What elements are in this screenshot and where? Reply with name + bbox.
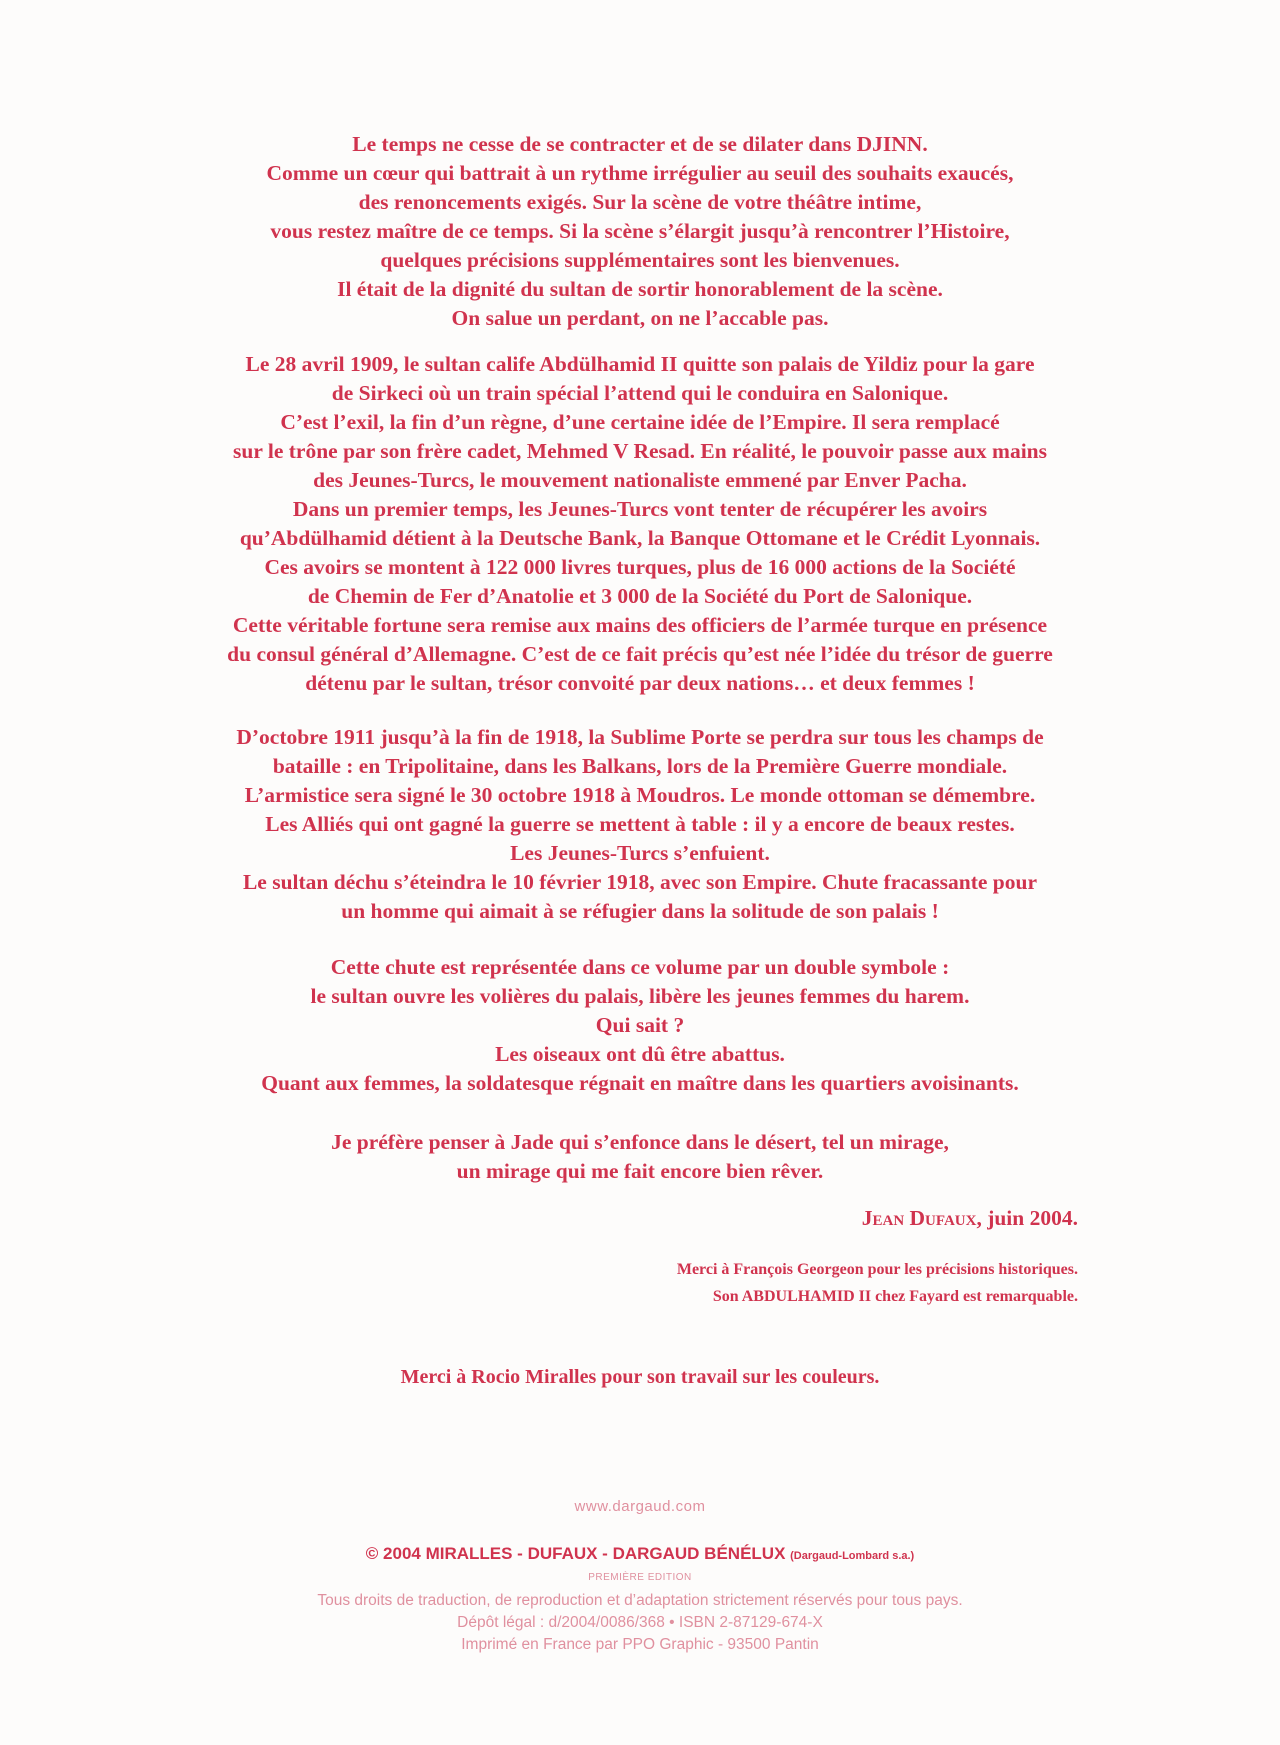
edition-label: PREMIÈRE EDITION — [588, 1572, 692, 1583]
text-line: Dépôt légal : d/2004/0086/368 • ISBN 2-87129-674-X — [457, 1614, 823, 1631]
publisher-website: www.dargaud.com — [574, 1498, 706, 1515]
text-line: Les oiseaux ont dû être abattus. — [495, 1042, 785, 1066]
author-signature — [862, 1206, 1078, 1231]
text-line: un mirage qui me fait encore bien rêver. — [456, 1159, 824, 1183]
war-paragraph — [150, 723, 1130, 926]
text-line: des Jeunes-Turcs, le mouvement nationaliste emmené par Enver Pacha. — [313, 468, 967, 492]
text-line: le sultan ouvre les volières du palais, libère les jeunes femmes du harem. — [310, 984, 970, 1008]
text-line: sur le trône par son frère cadet, Mehmed V Resad. En réalité, le pouvoir passe aux mains — [233, 439, 1047, 463]
text-line: du consul général d’Allemagne. C’est de ce fait précis qu’est née l’idée du trésor de guerre — [227, 642, 1053, 666]
text-line: Les Jeunes-Turcs s’enfuient. — [510, 841, 770, 865]
text-line: Le sultan déchu s’éteindra le 10 février 1918, avec son Empire. Chute fracassante pour — [242, 870, 1038, 894]
history-paragraph — [150, 350, 1130, 698]
text-line: Quant aux femmes, la soldatesque régnait en maître dans les quartiers avoisinants. — [261, 1071, 1019, 1095]
text-line: Dans un premier temps, les Jeunes-Turcs vont tenter de récupérer les avoirs — [292, 497, 988, 521]
text-line: Je préfère penser à Jade qui s’enfonce dans le désert, tel un mirage, — [331, 1130, 949, 1154]
text-line: des renoncements exigés. Sur la scène de votre théâtre intime, — [358, 190, 922, 214]
text-line: détenu par le sultan, trésor convoité par deux nations… et deux femmes ! — [305, 671, 975, 695]
text-line: de Chemin de Fer d’Anatolie et 3 000 de la Société du Port de Salonique. — [307, 584, 973, 608]
text-line: L’armistice sera signé le 30 octobre 1918 à Moudros. Le monde ottoman se démembre. — [244, 783, 1036, 807]
author-name: Jean Dufaux — [861, 1206, 977, 1230]
text-line: Imprimé en France par PPO Graphic - 93500 Pantin — [461, 1636, 819, 1653]
copyright-company: (Dargaud-Lombard s.a.) — [790, 1550, 915, 1562]
chute-paragraph — [150, 953, 1130, 1098]
text-line: qu’Abdülhamid détient à la Deutsche Bank, la Banque Ottomane et le Crédit Lyonnais. — [239, 526, 1041, 550]
acknowledgements — [677, 1256, 1078, 1310]
signature-date: , juin 2004. — [976, 1206, 1078, 1230]
text-line: quelques précisions supplémentaires sont les bienvenues. — [380, 248, 900, 272]
text-line: bataille : en Tripolitaine, dans les Balkans, lors de la Première Guerre mondiale. — [272, 754, 1008, 778]
text-line: Cette chute est représentée dans ce volume par un double symbole : — [330, 955, 950, 979]
text-line: Le temps ne cesse de se contracter et de se dilater dans DJINN. — [352, 132, 928, 156]
text-line: Merci à François Georgeon pour les précisions historiques. — [676, 1261, 1078, 1278]
intro-paragraph — [150, 130, 1130, 333]
text-line: Ces avoirs se montent à 122 000 livres turques, plus de 16 000 actions de la Société — [264, 555, 1016, 579]
text-line: Il était de la dignité du sultan de sortir honorablement de la scène. — [337, 277, 943, 301]
text-line: de Sirkeci où un train spécial l’attend qui le conduira en Salonique. — [331, 381, 949, 405]
text-line: C’est l’exil, la fin d’un règne, d’une certaine idée de l’Empire. Il sera remplacé — [280, 410, 1000, 434]
text-line: Tous droits de traduction, de reproduction et d’adaptation strictement réservés pour tous pays. — [317, 1592, 963, 1609]
text-line: D’octobre 1911 jusqu’à la fin de 1918, la Sublime Porte se perdra sur tous les champs de — [236, 725, 1044, 749]
text-line: On salue un perdant, on ne l’accable pas. — [451, 306, 829, 330]
jade-paragraph — [150, 1128, 1130, 1186]
copyright-text: © 2004 MIRALLES - DUFAUX - DARGAUD BÉNÉLUX — [365, 1544, 786, 1563]
text-line: Les Alliés qui ont gagné la guerre se mettent à table : il y a encore de beaux restes. — [265, 812, 1015, 836]
text-line: Son ABDULHAMID II chez Fayard est remarquable. — [712, 1288, 1078, 1305]
legal-notice — [150, 1590, 1130, 1656]
text-line: Cette véritable fortune sera remise aux mains des officiers de l’armée turque en présence — [232, 613, 1048, 637]
text-line: un homme qui aimait à se réfugier dans la solitude de son palais ! — [341, 899, 939, 923]
text-line: vous restez maître de ce temps. Si la scène s’élargit jusqu’à rencontrer l’Histoire, — [270, 219, 1010, 243]
colorist-thanks: Merci à Rocio Miralles pour son travail sur les couleurs. — [400, 1366, 880, 1388]
text-line: Qui sait ? — [595, 1013, 685, 1037]
text-line: Le 28 avril 1909, le sultan calife Abdülhamid II quitte son palais de Yildiz pour la gare — [245, 352, 1035, 376]
text-line: Comme un cœur qui battrait à un rythme irrégulier au seuil des souhaits exaucés, — [266, 161, 1014, 185]
copyright-line — [150, 1544, 1130, 1564]
